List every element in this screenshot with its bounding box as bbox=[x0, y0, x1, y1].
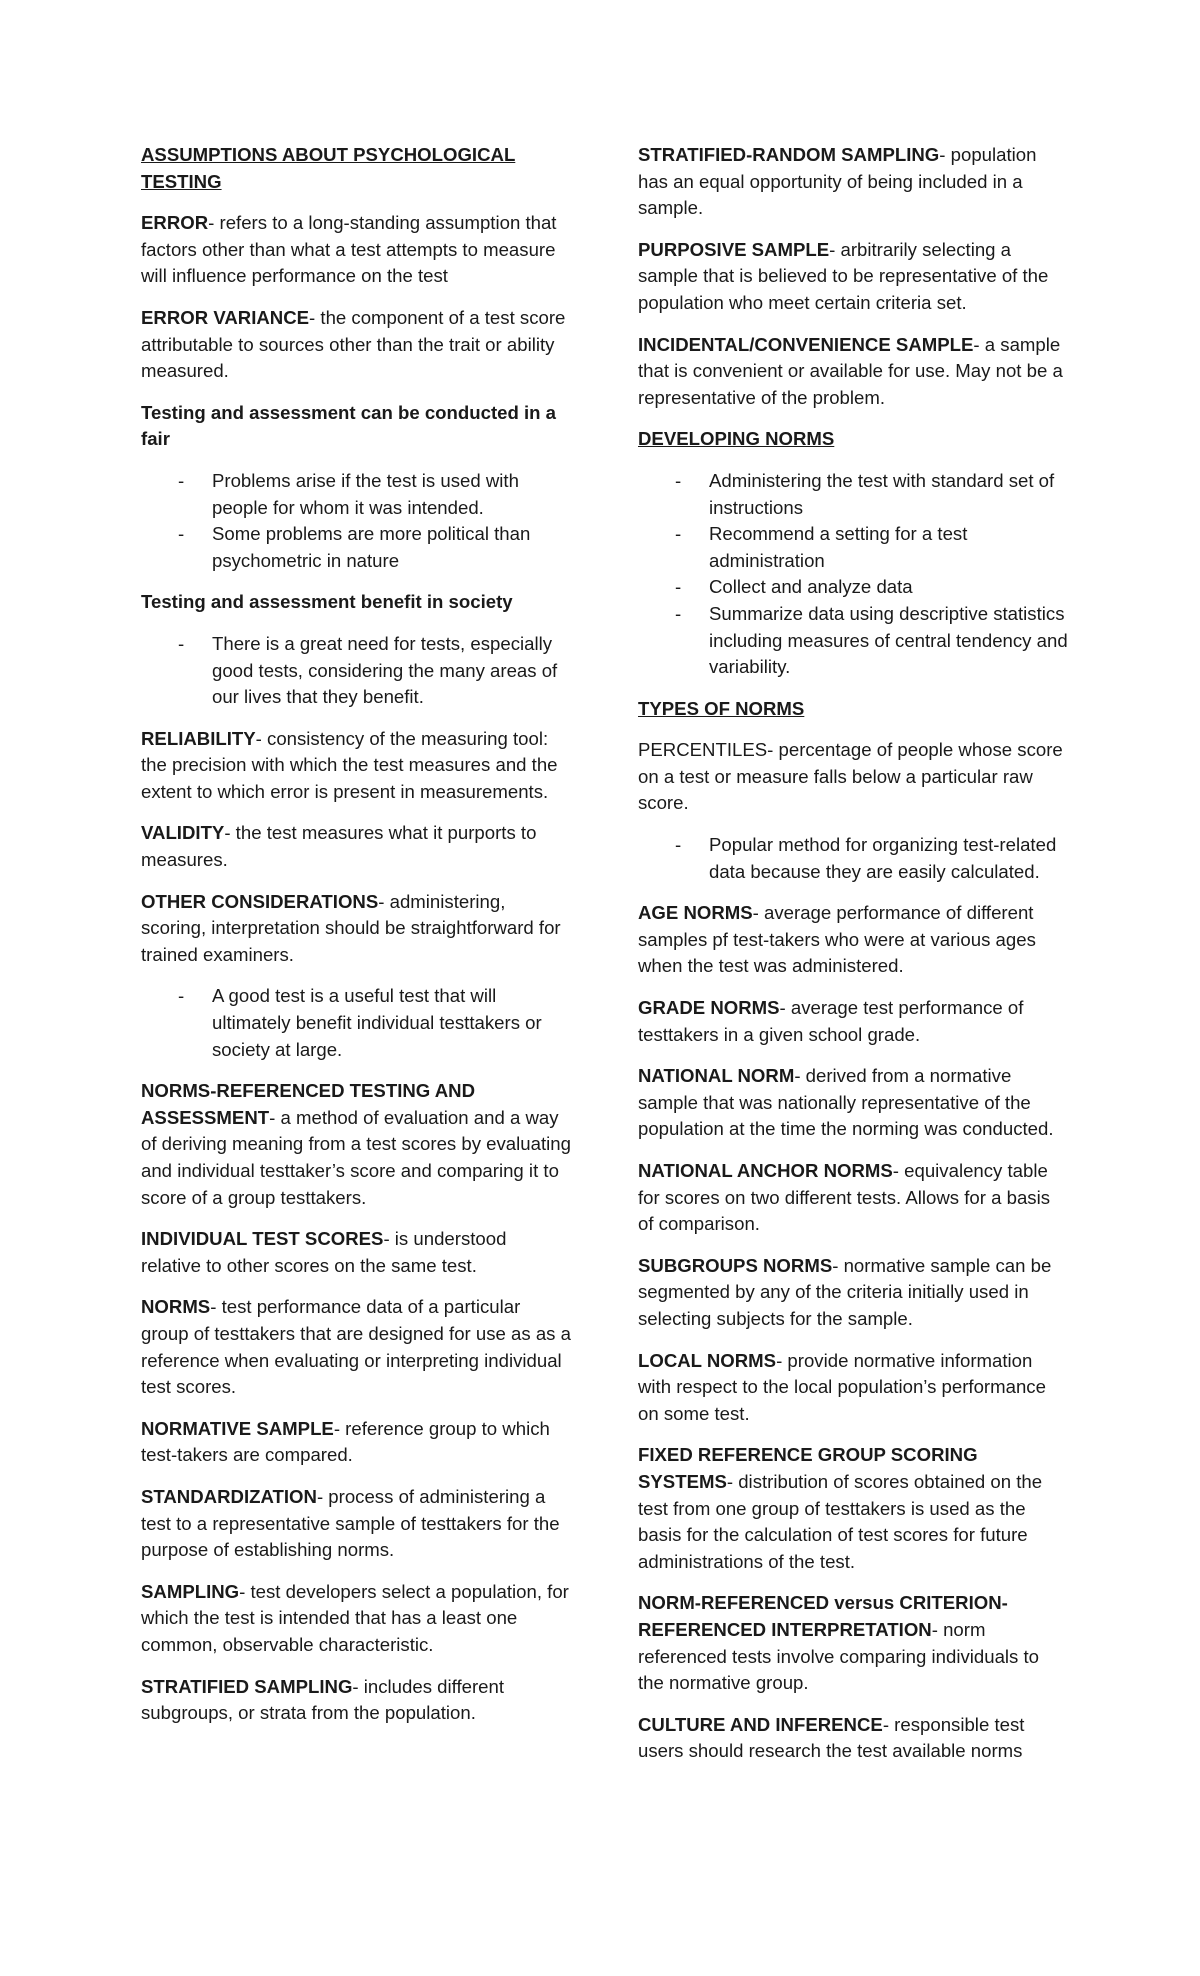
entry-stratified-random bbox=[638, 142, 1068, 222]
list-item: - Administering the test with standard set of instructions bbox=[638, 468, 1068, 521]
definition: - equivalency table for scores on two different tests. Allows for a basis of comparison. bbox=[638, 1160, 1051, 1235]
term: NORMS-REFERENCED TESTING AND ASSESSMENT bbox=[141, 1080, 476, 1128]
entry-norms-referenced bbox=[141, 1078, 571, 1211]
definition: - the test measures what it purports to measures. bbox=[141, 822, 537, 871]
definition: - consistency of the measuring tool: the precision with which the test measures and the extent to which error is present in measurements. bbox=[141, 727, 558, 802]
term: CULTURE AND INFERENCE bbox=[638, 1713, 883, 1735]
definition: - normative sample can be segmented by any of the criteria initially used in selecting subjects for the sample. bbox=[638, 1254, 1052, 1329]
entry-incidental-sample bbox=[638, 332, 1068, 412]
term: NATIONAL ANCHOR NORMS bbox=[638, 1160, 893, 1181]
entry-error bbox=[141, 210, 571, 290]
entry-grade-norms bbox=[638, 995, 1068, 1048]
left-column bbox=[141, 142, 571, 1742]
section-title-types-of-norms: TYPES OF NORMS bbox=[638, 697, 805, 719]
definition: - test performance data of a particular group of testtakers that are designed for use as as a reference when evaluating or interpreting individual test scores. bbox=[141, 1296, 571, 1398]
term: STRATIFIED SAMPLING bbox=[141, 1675, 353, 1697]
entry-national-norm bbox=[638, 1063, 1068, 1143]
subheading-fair: Testing and assessment can be conducted in a fair bbox=[141, 401, 557, 450]
bullet-list-percentiles bbox=[638, 832, 1068, 885]
term: NATIONAL NORM bbox=[638, 1065, 795, 1087]
bullet-list-fair bbox=[141, 468, 571, 574]
entry-purposive-sample bbox=[638, 237, 1068, 317]
definition: - refers to a long-standing assumption that factors other than what a test attempts to measure will influence performance on the test bbox=[141, 212, 557, 287]
term: SUBGROUPS NORMS bbox=[638, 1254, 833, 1276]
definition: - the component of a test score attributable to sources other than the trait or ability measured. bbox=[141, 306, 566, 382]
definition: - derived from a normative sample that was nationally representative of the population at the time the norming was conducted. bbox=[638, 1065, 1054, 1140]
list-item: - Collect and analyze data bbox=[638, 574, 1068, 601]
term: PURPOSIVE SAMPLE bbox=[638, 238, 830, 260]
term: OTHER CONSIDERATIONS bbox=[141, 890, 379, 912]
entry-reliability bbox=[141, 726, 571, 806]
definition: - includes different subgroups, or strata from the population. bbox=[141, 1675, 505, 1724]
entry-local-norms bbox=[638, 1348, 1068, 1428]
list-item: - Problems arise if the test is used with people for whom it was intended. bbox=[141, 468, 571, 521]
definition: - is understood relative to other scores on the same test. bbox=[141, 1228, 507, 1276]
list-item: - Recommend a setting for a test administration bbox=[638, 521, 1068, 574]
definition: - arbitrarily selecting a sample that is believed to be representative of the population who meet certain criteria set. bbox=[638, 238, 1049, 313]
entry-sampling bbox=[141, 1579, 571, 1659]
term: ERROR bbox=[141, 212, 209, 234]
definition: - norm referenced tests involve comparing individuals to the normative group. bbox=[638, 1618, 1040, 1694]
definition: - a sample that is convenient or available for use. May not be a representative of the problem. bbox=[638, 333, 1063, 408]
entry-national-anchor-norms bbox=[638, 1158, 1068, 1238]
entry-individual-test-scores bbox=[141, 1226, 571, 1279]
section-title-developing-norms: DEVELOPING NORMS bbox=[638, 428, 835, 450]
term: LOCAL NORMS bbox=[638, 1349, 777, 1371]
term: FIXED REFERENCE GROUP SCORING SYSTEMS bbox=[638, 1444, 978, 1492]
list-item: - There is a great need for tests, especially good tests, considering the many areas of our lives that they benefit. bbox=[141, 631, 571, 711]
term: STRATIFIED-RANDOM SAMPLING bbox=[638, 144, 940, 165]
term: STANDARDIZATION bbox=[141, 1485, 317, 1507]
section-title-assumptions: ASSUMPTIONS ABOUT PSYCHOLOGICAL TESTING bbox=[141, 144, 516, 192]
entry-fixed-reference bbox=[638, 1442, 1068, 1575]
term: NORMATIVE SAMPLE bbox=[141, 1417, 334, 1439]
list-item: - Some problems are more political than psychometric in nature bbox=[141, 521, 571, 574]
entry-validity bbox=[141, 820, 571, 873]
term: INDIVIDUAL TEST SCORES bbox=[141, 1228, 384, 1250]
entry-percentiles: PERCENTILES- percentage of people whose score on a test or measure falls below a particular raw score. bbox=[638, 739, 1063, 814]
definition: - distribution of scores obtained on the test from one group of testtakers is used as the basis for the calculation of test scores for future administrations of the test. bbox=[638, 1470, 1043, 1572]
subheading-benefit: Testing and assessment benefit in society bbox=[141, 591, 513, 613]
definition: - reference group to which test-takers are compared. bbox=[141, 1417, 550, 1466]
entry-standardization bbox=[141, 1484, 571, 1564]
term: SAMPLING bbox=[141, 1580, 240, 1602]
definition: - responsible test users should research the test available norms bbox=[638, 1713, 1025, 1762]
definition: - provide normative information with respect to the local population’s performance on some test. bbox=[638, 1349, 1046, 1424]
list-item: - Popular method for organizing test-related data because they are easily calculated. bbox=[638, 832, 1068, 885]
definition: - average test performance of testtakers in a given school grade. bbox=[638, 997, 1024, 1045]
list-item: - A good test is a useful test that will ultimately benefit individual testtakers or society at large. bbox=[141, 983, 571, 1063]
definition: - average performance of different samples pf test-takers who were at various ages when the test was administered. bbox=[638, 902, 1036, 977]
term: AGE NORMS bbox=[638, 902, 753, 924]
bullet-list-other bbox=[141, 983, 571, 1063]
term: VALIDITY bbox=[141, 822, 225, 844]
entry-other-considerations bbox=[141, 889, 571, 969]
entry-normative-sample bbox=[141, 1416, 571, 1469]
term: RELIABILITY bbox=[141, 727, 256, 749]
definition: - test developers select a population, for which the test is intended that has a least one common, observable characteristic. bbox=[141, 1580, 569, 1655]
term: NORM-REFERENCED versus CRITERION-REFERENCED INTERPRETATION bbox=[638, 1592, 1008, 1640]
definition: - administering, scoring, interpretation should be straightforward for trained examiners. bbox=[141, 890, 561, 965]
definition: - population has an equal opportunity of being included in a sample. bbox=[638, 144, 1037, 219]
entry-norm-vs-criterion bbox=[638, 1590, 1068, 1696]
bullet-list-developing bbox=[638, 468, 1068, 681]
term: ERROR VARIANCE bbox=[141, 306, 310, 328]
entry-norms bbox=[141, 1294, 571, 1400]
entry-age-norms bbox=[638, 900, 1068, 980]
right-column bbox=[638, 142, 1068, 1780]
list-item: - Summarize data using descriptive statistics including measures of central tendency and variability. bbox=[638, 601, 1068, 681]
term: GRADE NORMS bbox=[638, 997, 780, 1019]
term: INCIDENTAL/CONVENIENCE SAMPLE bbox=[638, 333, 974, 355]
entry-stratified-sampling bbox=[141, 1674, 571, 1727]
definition: - a method of evaluation and a way of deriving meaning from a test scores by evaluating and individual testtaker’s score and comparing it to score of a group testtakers. bbox=[141, 1106, 571, 1208]
entry-culture-inference bbox=[638, 1712, 1068, 1765]
definition: - process of administering a test to a representative sample of testtakers for the purpose of establishing norms. bbox=[141, 1485, 560, 1561]
bullet-list-benefit bbox=[141, 631, 571, 711]
entry-error-variance bbox=[141, 305, 571, 385]
entry-subgroups-norms bbox=[638, 1253, 1068, 1333]
term: NORMS bbox=[141, 1296, 211, 1318]
